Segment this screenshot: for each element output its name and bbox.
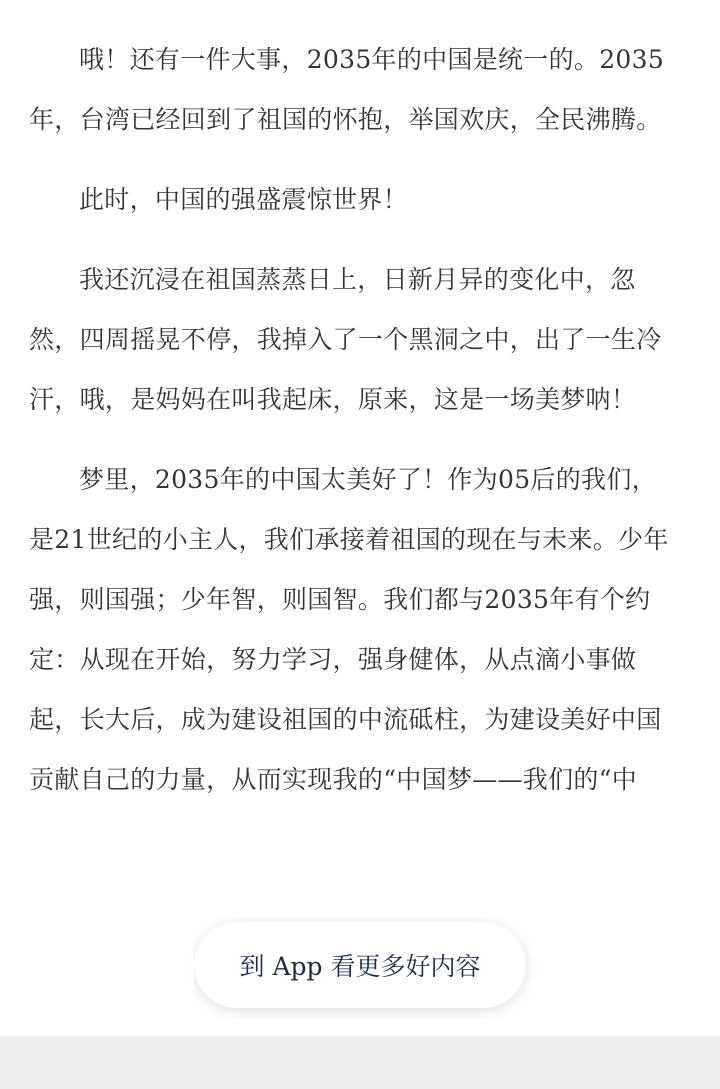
- open-in-app-button[interactable]: [194, 922, 526, 1008]
- article-paragraph: 我还沉浸在祖国蒸蒸日上，日新月异的变化中，忽然，四周摇晃不停，我掉入了一个黑洞之中，出了一生冷汗，哦，是妈妈在叫我起床，原来，这是一场美梦呐！: [29, 265, 662, 414]
- article-paragraph: 此时，中国的强盛震惊世界！: [79, 185, 408, 214]
- article-paragraph: 梦里，2035年的中国太美好了！作为05后的我们，是21世纪的小主人，我们承接着祖国的现在与未来。少年强，则国强；少年智，则国智。我们都与2035年有个约定：从现在开始，努力学习，强身健体，从点滴小事做起，长大后，成为建设祖国的中流砥柱，为建设美好中国贡献自己的力量，从而实现我的“中国梦——我们的“中: [29, 465, 669, 794]
- article-paragraph: 哦！还有一件大事，2035年的中国是统一的。2035年，台湾已经回到了祖国的怀抱，举国欢庆，全民沸腾。: [29, 45, 665, 134]
- bottom-bar: [0, 1036, 720, 1089]
- open-in-app-label: 到 App 看更多好内容: [239, 952, 481, 981]
